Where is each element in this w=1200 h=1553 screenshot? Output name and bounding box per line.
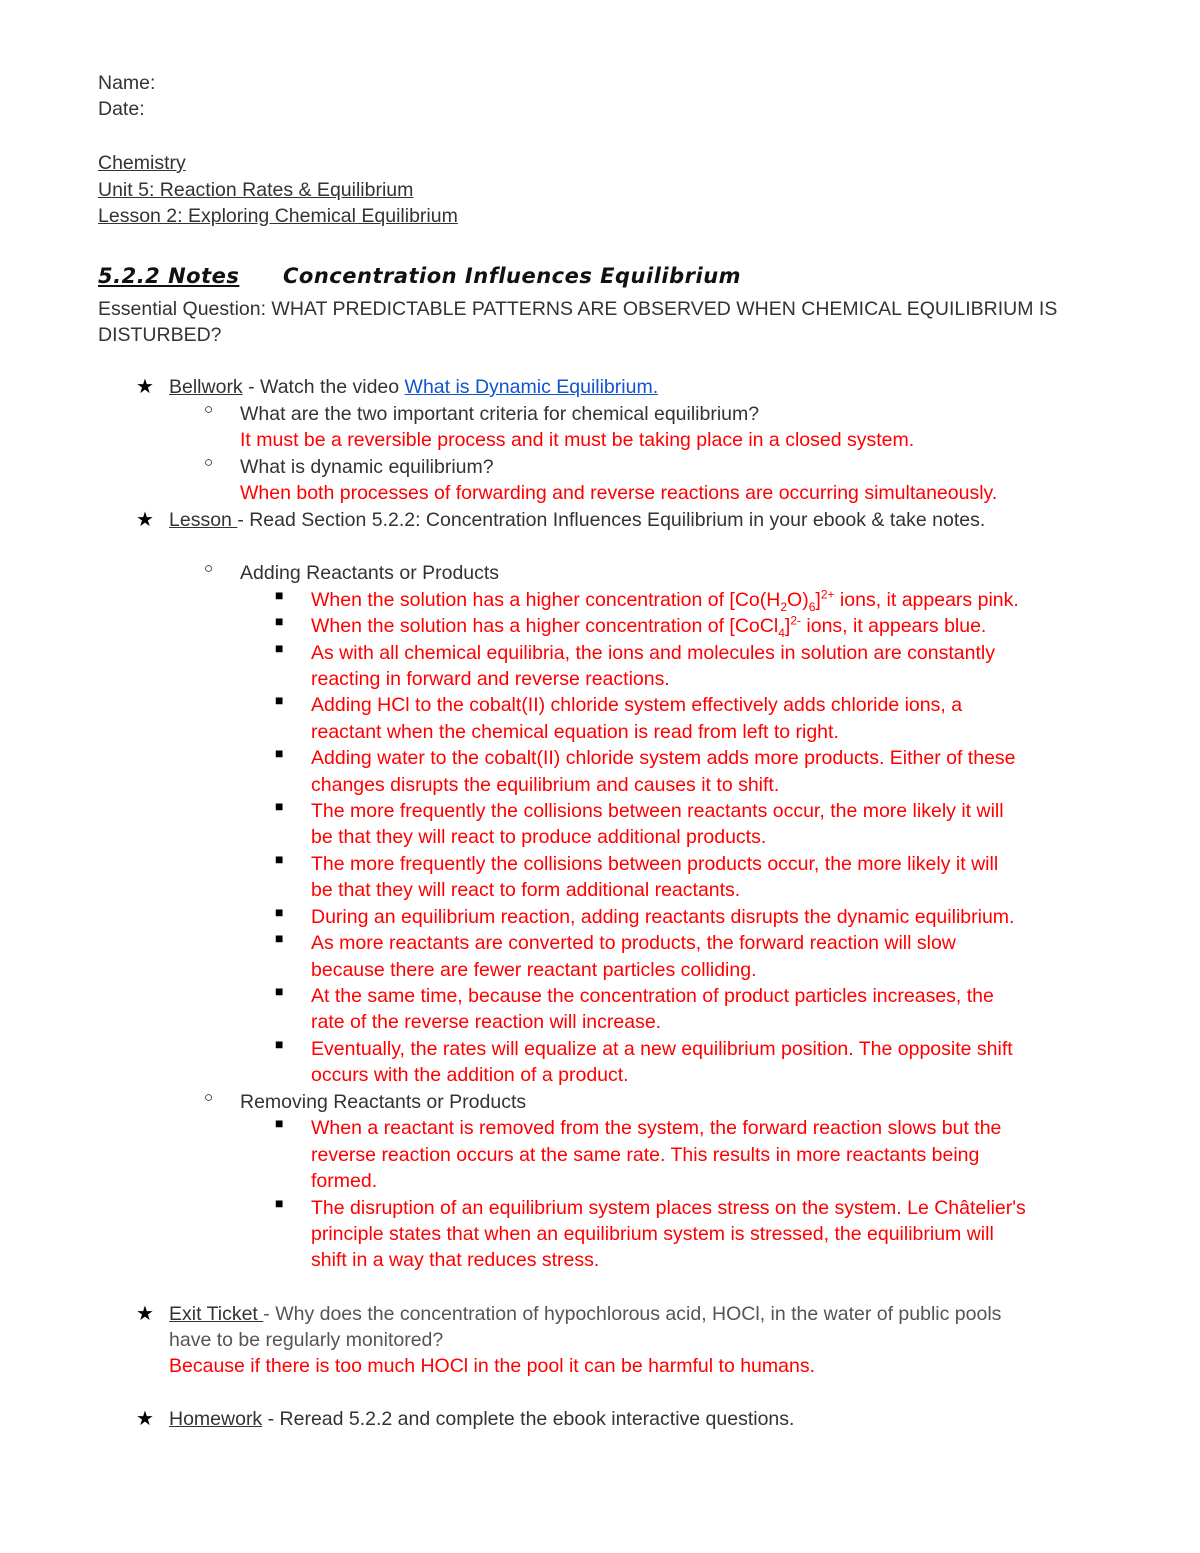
circle-bullet-icon: ○ (204, 1089, 214, 1106)
removing-bullet-2-line3: shift in a way that reduces stress. (311, 1249, 600, 1271)
removing-bullet-2-line2: principle states that when an equilibrium system is stressed, the equilibrium will (311, 1223, 994, 1245)
removing-heading: Removing Reactants or Products (240, 1091, 527, 1113)
square-bullet-icon: ■ (275, 587, 284, 603)
superscript: 2+ (820, 587, 835, 602)
square-bullet-icon: ■ (275, 983, 284, 999)
name-label: Name: (98, 72, 156, 94)
homework-text: - Reread 5.2.2 and complete the ebook interactive questions. (262, 1408, 795, 1430)
adding-bullet-4-line2: reactant when the chemical equation is read from left to right. (311, 721, 839, 743)
unit-title: Unit 5: Reaction Rates & Equilibrium (98, 179, 414, 201)
bellwork-answer-2: When both processes of forwarding and reverse reactions are occurring simultaneously. (240, 482, 998, 504)
square-bullet-icon: ■ (275, 851, 284, 867)
adding-bullet-10-line1: At the same time, because the concentration of product particles increases, the (311, 985, 994, 1007)
adding-bullet-10-line2: rate of the reverse reaction will increase. (311, 1011, 662, 1033)
subscript: 6 (808, 599, 816, 614)
adding-bullet-3-line2: reacting in forward and reverse reactions. (311, 668, 670, 690)
notes-number: 5.2.2 Notes (98, 264, 240, 288)
notes-title: Concentration Influences Equilibrium (283, 264, 742, 288)
text-segment: When the solution has a higher concentration of [CoCl (311, 615, 779, 637)
adding-bullet-8: During an equilibrium reaction, adding reactants disrupts the dynamic equilibrium. (311, 906, 1015, 928)
adding-bullet-11-line1: Eventually, the rates will equalize at a new equilibrium position. The opposite shift (311, 1038, 1013, 1060)
removing-bullet-1-line2: reverse reaction occurs at the same rate. This results in more reactants being (311, 1144, 980, 1166)
circle-bullet-icon: ○ (204, 560, 214, 577)
exit-ticket-answer: Because if there is too much HOCl in the pool it can be harmful to humans. (169, 1355, 815, 1377)
essential-question-line2: DISTURBED? (98, 324, 222, 346)
square-bullet-icon: ■ (275, 613, 284, 629)
adding-bullet-6-line2: be that they will react to produce additional products. (311, 826, 767, 848)
subscript: 2 (780, 599, 788, 614)
bellwork-text: - Watch the video (242, 376, 405, 398)
star-bullet-icon: ★ (136, 1408, 154, 1430)
square-bullet-icon: ■ (275, 745, 284, 761)
bellwork-question-1: What are the two important criteria for chemical equilibrium? (240, 403, 760, 425)
adding-bullet-6-line1: The more frequently the collisions between reactants occur, the more likely it will (311, 800, 1004, 822)
text-segment: When the solution has a higher concentration of [Co(H (311, 589, 781, 611)
essential-question-line1: Essential Question: WHAT PREDICTABLE PATTERNS ARE OBSERVED WHEN CHEMICAL EQUILIBRIUM IS (98, 298, 1058, 320)
star-bullet-icon: ★ (136, 509, 154, 531)
bellwork-label: Bellwork (169, 376, 243, 398)
homework-item (169, 1406, 794, 1432)
text-segment: O) (787, 589, 809, 611)
lesson-item (169, 507, 985, 533)
homework-label: Homework (169, 1408, 263, 1430)
removing-bullet-1-line1: When a reactant is removed from the system, the forward reaction slows but the (311, 1117, 1002, 1139)
text-segment: ions, it appears blue. (800, 615, 987, 637)
course-title: Chemistry (98, 152, 186, 174)
adding-bullet-1 (311, 587, 1019, 613)
lesson-title: Lesson 2: Exploring Chemical Equilibrium (98, 205, 458, 227)
star-bullet-icon: ★ (136, 376, 154, 398)
dynamic-equilibrium-video-link[interactable]: What is Dynamic Equilibrium. (404, 376, 659, 398)
date-label: Date: (98, 98, 145, 120)
adding-heading: Adding Reactants or Products (240, 562, 500, 584)
exit-ticket-item (169, 1301, 1001, 1327)
text-segment: ions, it appears pink. (834, 589, 1019, 611)
text-segment: ] (815, 589, 821, 611)
circle-bullet-icon: ○ (204, 401, 214, 418)
square-bullet-icon: ■ (275, 640, 284, 656)
square-bullet-icon: ■ (275, 1115, 284, 1131)
page-title (98, 264, 741, 288)
text-segment: ] (784, 615, 791, 637)
square-bullet-icon: ■ (275, 798, 284, 814)
bellwork-question-2: What is dynamic equilibrium? (240, 456, 494, 478)
adding-bullet-9-line2: because there are fewer reactant particles colliding. (311, 959, 757, 981)
adding-bullet-5-line2: changes disrupts the equilibrium and causes it to shift. (311, 774, 780, 796)
lesson-text: - Read Section 5.2.2: Concentration Influences Equilibrium in your ebook & take notes. (237, 509, 986, 531)
adding-bullet-2 (311, 613, 986, 639)
adding-bullet-7-line2: be that they will react to form additional reactants. (311, 879, 741, 901)
bellwork-item (169, 374, 658, 400)
removing-bullet-1-line3: formed. (311, 1170, 378, 1192)
square-bullet-icon: ■ (275, 1195, 284, 1211)
adding-bullet-5-line1: Adding water to the cobalt(II) chloride system adds more products. Either of these (311, 747, 1016, 769)
bellwork-answer-1: It must be a reversible process and it must be taking place in a closed system. (240, 429, 915, 451)
star-bullet-icon: ★ (136, 1303, 154, 1325)
square-bullet-icon: ■ (275, 692, 284, 708)
superscript: 2- (790, 613, 801, 628)
adding-bullet-7-line1: The more frequently the collisions between products occur, the more likely it will (311, 853, 999, 875)
removing-bullet-2-line1: The disruption of an equilibrium system places stress on the system. Le Châtelier's (311, 1197, 1026, 1219)
adding-bullet-4-line1: Adding HCl to the cobalt(II) chloride system effectively adds chloride ions, a (311, 694, 963, 716)
square-bullet-icon: ■ (275, 904, 284, 920)
adding-bullet-3-line1: As with all chemical equilibria, the ions and molecules in solution are constantly (311, 642, 995, 664)
circle-bullet-icon: ○ (204, 454, 214, 471)
lesson-label: Lesson (169, 509, 238, 531)
exit-ticket-label: Exit Ticket (169, 1303, 264, 1325)
adding-bullet-9-line1: As more reactants are converted to products, the forward reaction will slow (311, 932, 956, 954)
exit-ticket-question-line1: - Why does the concentration of hypochlorous acid, HOCl, in the water of public pools (263, 1303, 1002, 1325)
square-bullet-icon: ■ (275, 930, 284, 946)
subscript: 4 (778, 625, 785, 640)
exit-ticket-question-line2: have to be regularly monitored? (169, 1329, 444, 1351)
square-bullet-icon: ■ (275, 1036, 284, 1052)
adding-bullet-11-line2: occurs with the addition of a product. (311, 1064, 629, 1086)
